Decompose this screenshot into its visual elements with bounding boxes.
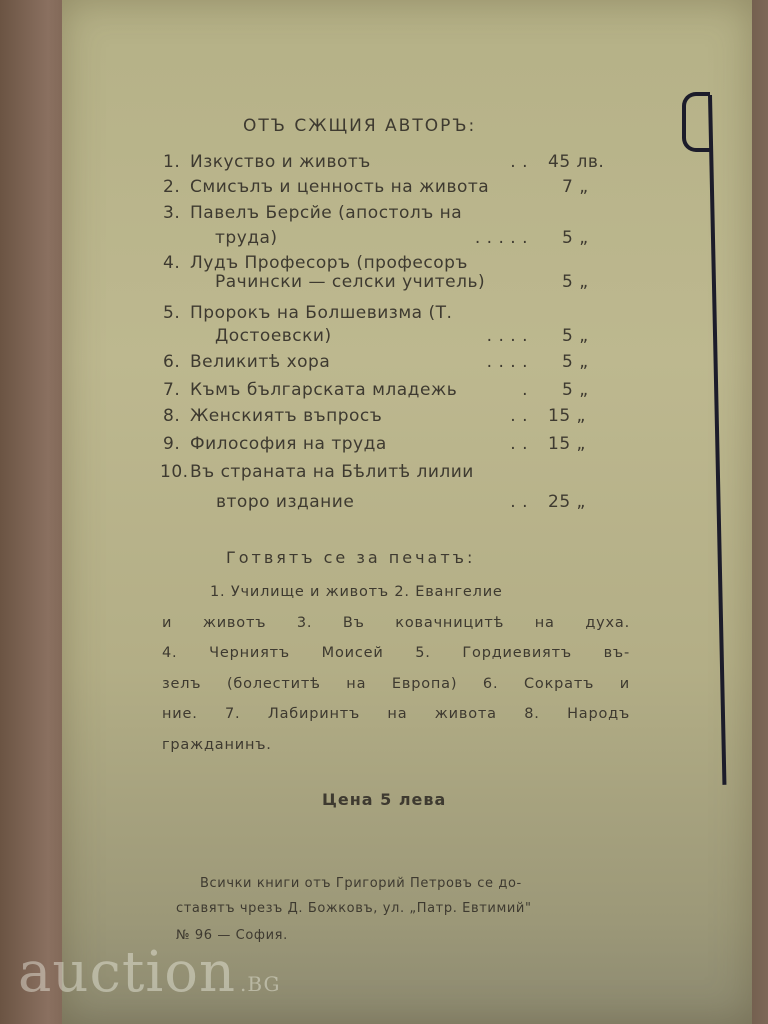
book-price: 5 „ xyxy=(562,228,589,248)
book-price: 15 „ xyxy=(548,406,586,426)
book-number: 7. xyxy=(163,380,181,400)
leader-dots: . . xyxy=(510,434,528,454)
book-title: Лудъ Професоръ (професоръ xyxy=(190,253,468,273)
leader-dots: . . xyxy=(510,492,528,512)
book-title: Достоевски) xyxy=(215,326,332,346)
upcoming-line: 1. Училище и животъ 2. Евангелие xyxy=(210,584,503,600)
heading: ОТЪ СЖЩИЯ АВТОРЪ: xyxy=(243,116,477,136)
book-title: Изкуство и животъ xyxy=(190,152,371,172)
book-title: второ издание xyxy=(216,492,355,512)
book-number: 2. xyxy=(163,177,181,197)
book-title: Философия на труда xyxy=(190,434,387,454)
watermark: auction .BG xyxy=(18,940,281,1005)
book-price: 7 „ xyxy=(562,177,589,197)
book-title: Пророкъ на Болшевизма (Т. xyxy=(190,303,453,323)
leader-dots: . . xyxy=(510,152,528,172)
book-price: 5 „ xyxy=(562,380,589,400)
footer-line: Всички книги отъ Григорий Петровъ се до- xyxy=(200,876,522,891)
footer-line: № 96 — София. xyxy=(176,928,288,943)
book-number: 6. xyxy=(163,352,181,372)
upcoming-line: ние. 7. Лабиринтъ на живота 8. Народъ xyxy=(162,706,630,722)
book-price: 5 „ xyxy=(562,326,589,346)
book-number: 10. xyxy=(160,462,189,482)
upcoming-heading: Готвятъ се за печатъ: xyxy=(226,548,476,567)
price: Цена 5 лева xyxy=(322,790,447,809)
book-title: Рачински — селски учитель) xyxy=(215,272,486,292)
book-price: 15 „ xyxy=(548,434,586,454)
book-price: 45 лв. xyxy=(548,152,605,172)
book-title: Великитѣ хора xyxy=(190,352,331,372)
ink-mark-hook xyxy=(682,92,710,152)
book-number: 3. xyxy=(163,203,181,223)
book-price: 5 „ xyxy=(562,352,589,372)
leader-dots: . . xyxy=(510,406,528,426)
book-price: 25 „ xyxy=(548,492,586,512)
book-title: Женскиятъ въпросъ xyxy=(190,406,383,426)
book-price: 5 „ xyxy=(562,272,589,292)
upcoming-line: и животъ 3. Въ ковачницитѣ на духа. xyxy=(162,614,630,631)
book-number: 1. xyxy=(163,152,181,172)
book-number: 8. xyxy=(163,406,181,426)
footer-line: ставятъ чрезъ Д. Божковъ, ул. „Патр. Евтимий" xyxy=(176,901,532,916)
book-number: 5. xyxy=(163,303,181,323)
book-title: Смисълъ и ценность на живота xyxy=(190,177,490,197)
leader-dots: . . . . xyxy=(486,352,528,372)
book-title: Въ страната на Бѣлитѣ лилии xyxy=(190,462,474,482)
book-number: 4. xyxy=(163,253,181,273)
book-title: Павелъ Берсйе (апостолъ на xyxy=(190,203,463,223)
leader-dots: . . . . . xyxy=(474,228,528,248)
upcoming-line: зелъ (болеститѣ на Европа) 6. Сократъ и xyxy=(162,675,630,692)
upcoming-line: гражданинъ. xyxy=(162,736,272,753)
book-title: Къмъ българската младежь xyxy=(190,380,458,400)
leader-dots: . xyxy=(522,380,528,400)
book-number: 9. xyxy=(163,434,181,454)
upcoming-line: 4. Черниятъ Моисей 5. Гордиевиятъ въ- xyxy=(162,645,630,661)
leader-dots: . . . . xyxy=(486,326,528,346)
book-title: труда) xyxy=(215,228,278,248)
